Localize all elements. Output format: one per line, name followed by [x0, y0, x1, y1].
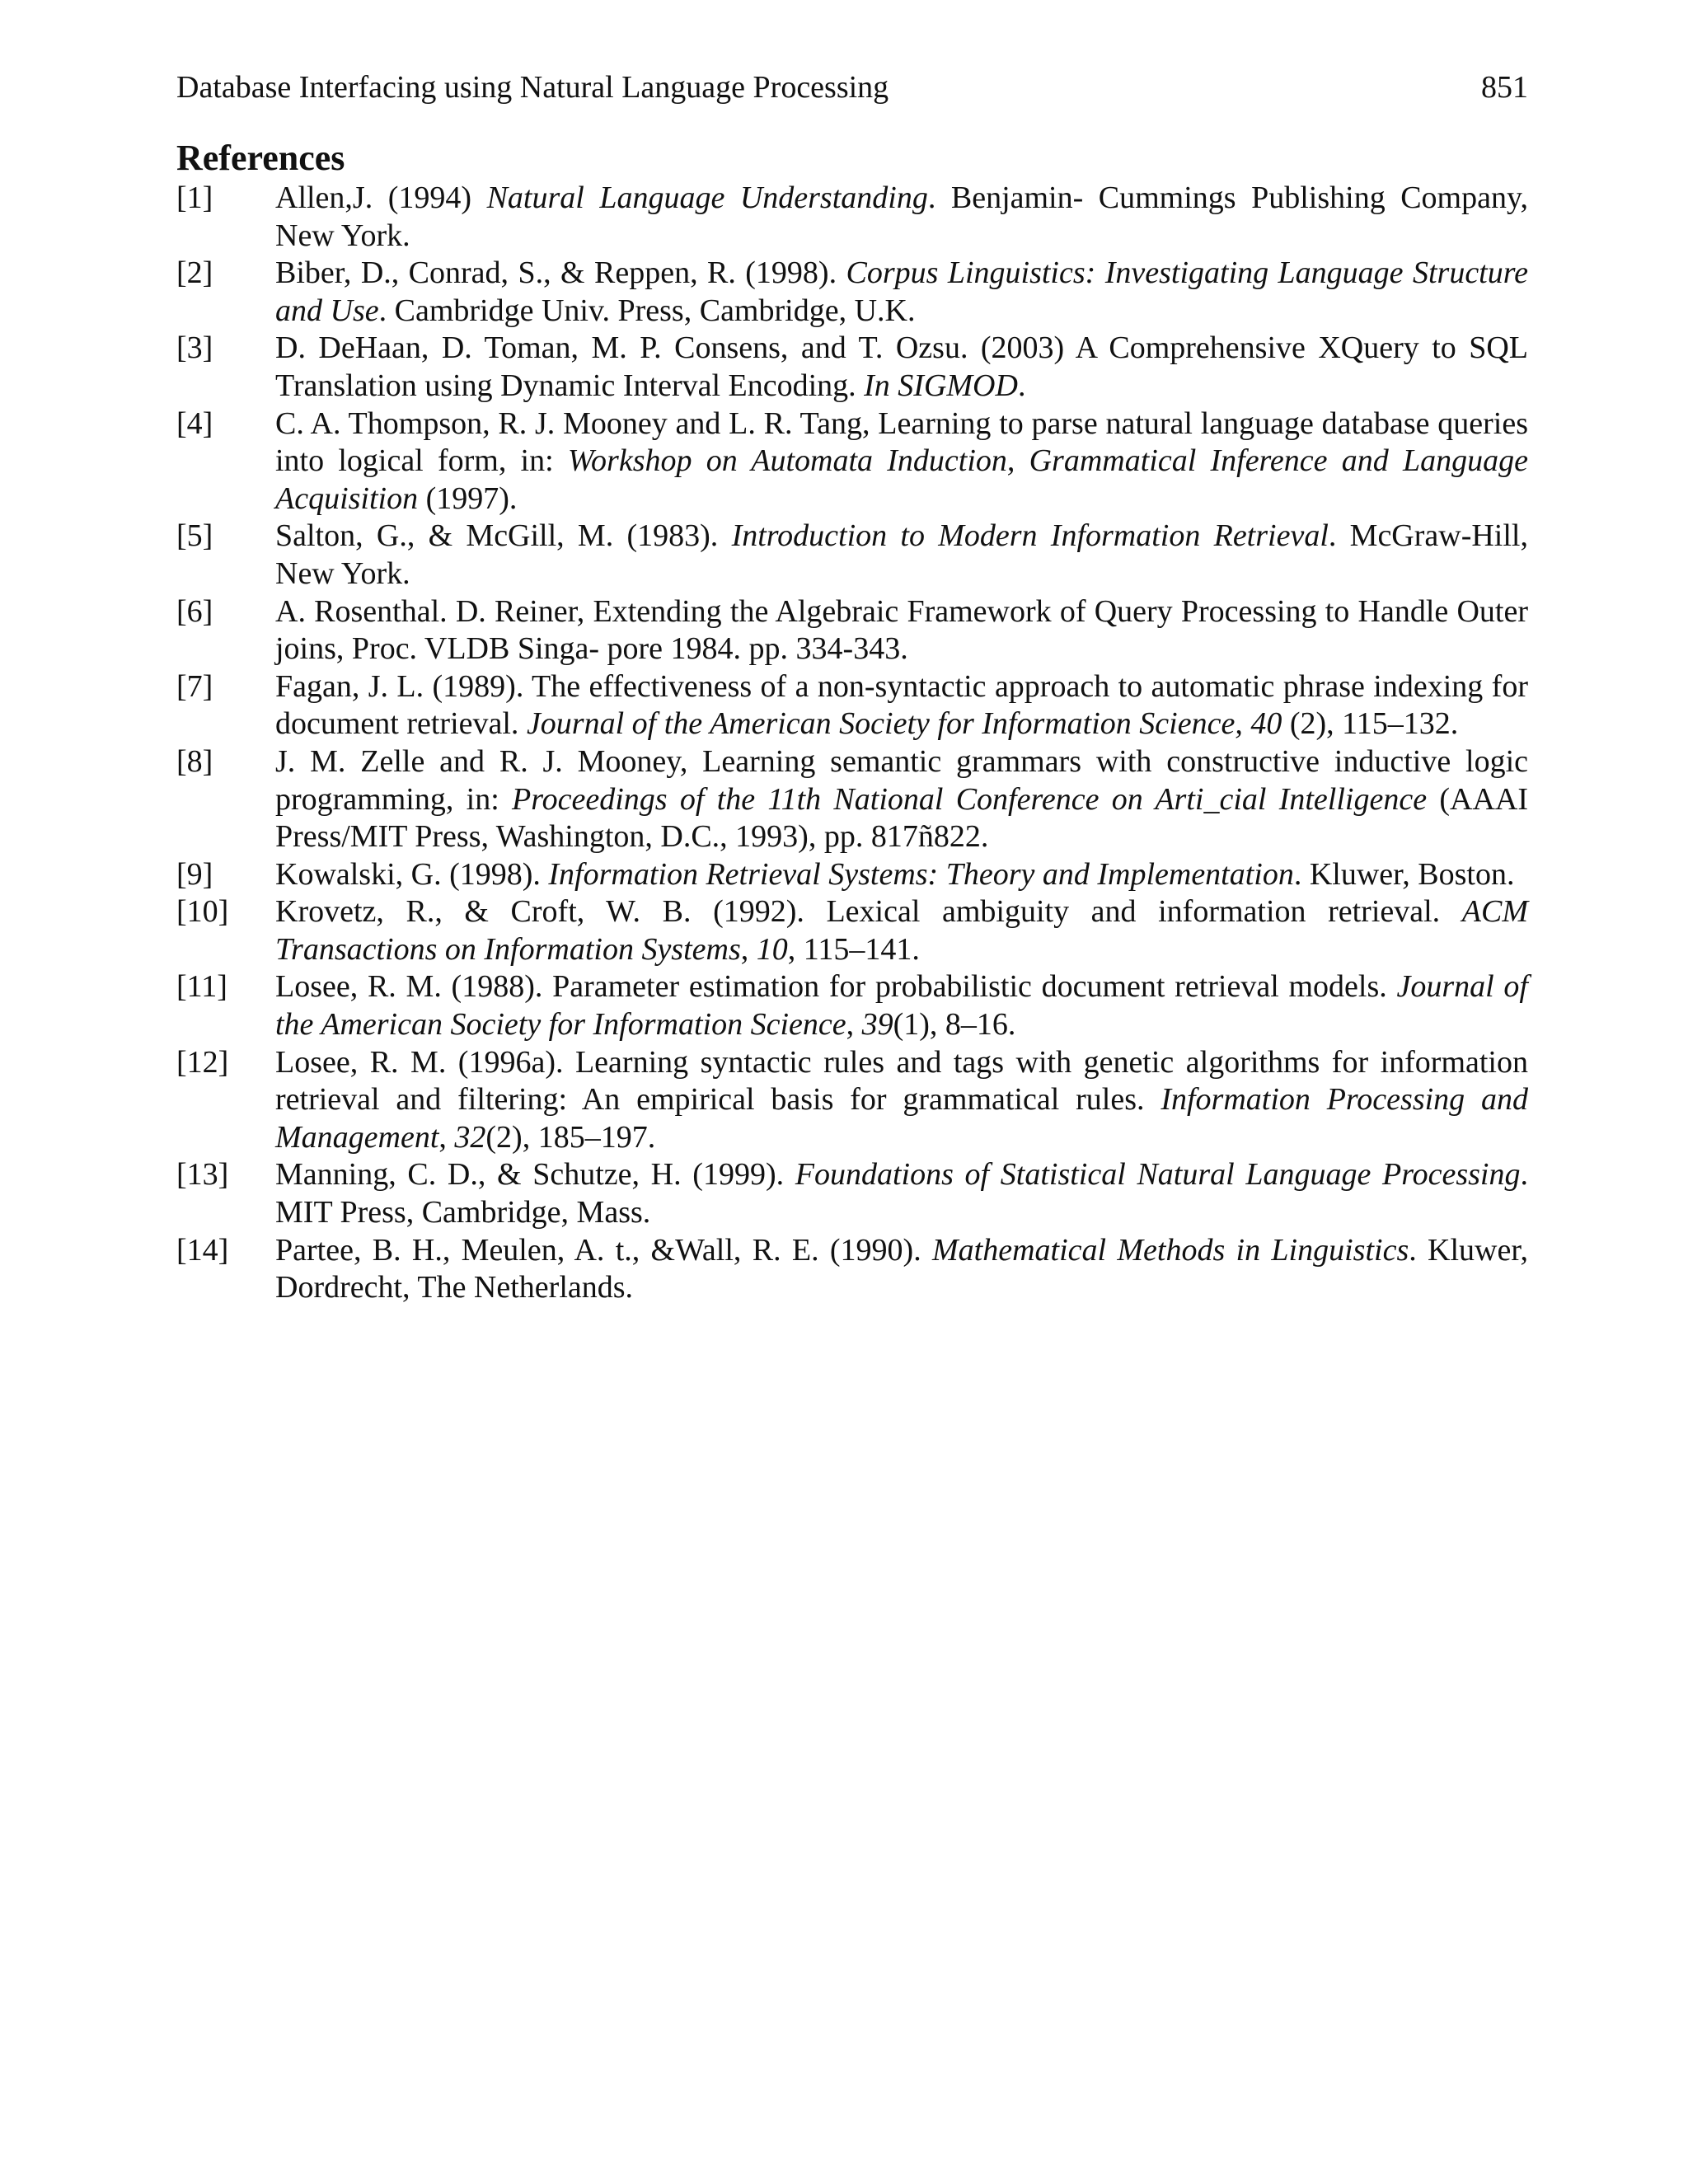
- reference-label: [1]: [176, 180, 213, 215]
- reference-label: [3]: [176, 330, 213, 366]
- reference-italic-segment: In SIGMOD: [864, 368, 1018, 403]
- reference-segment: ,: [438, 1119, 455, 1155]
- reference-segment: . McGraw-Hill, New York.: [275, 518, 1528, 591]
- reference-text: [275, 969, 1528, 1042]
- reference-segment: . MIT Press, Cambridge, Mass.: [275, 1157, 1528, 1230]
- reference-text: [275, 1157, 1528, 1230]
- reference-segment: ,: [846, 1007, 862, 1043]
- reference-text: [275, 594, 1528, 667]
- reference-label: [4]: [176, 405, 213, 441]
- running-title: Database Interfacing using Natural Language Processing: [176, 70, 889, 105]
- reference-entry: [176, 1232, 1528, 1307]
- reference-italic-segment: Proceedings of the 11th National Conference on Arti_cial Intelligence: [512, 781, 1428, 817]
- reference-segment: Salton, G., & McGill, M. (1983).: [275, 518, 732, 554]
- reference-segment: Krovetz, R., & Croft, W. B. (1992). Lexical ambiguity and information retrieval.: [275, 894, 1462, 930]
- reference-segment: Allen,J. (1994): [275, 180, 487, 215]
- reference-segment: . Benjamin- Cummings Publishing Company, New York.: [275, 180, 1529, 253]
- reference-segment: ,: [740, 931, 757, 967]
- reference-segment: . Kluwer, Boston.: [1293, 856, 1515, 892]
- reference-segment: (2), 185–197.: [485, 1119, 656, 1155]
- reference-entry: [176, 1156, 1528, 1231]
- reference-entry: [176, 1044, 1528, 1157]
- reference-label: [2]: [176, 255, 213, 291]
- reference-entry: [176, 255, 1528, 330]
- reference-text: [275, 255, 1528, 328]
- reference-text: [275, 744, 1528, 854]
- reference-entry: [176, 893, 1528, 968]
- reference-segment: Losee, R. M. (1996a). Learning syntactic rules and tags with genetic algorithms for information retrieval and filtering: An empirical basis for grammatical rules.: [275, 1044, 1528, 1118]
- reference-list: [176, 180, 1528, 1307]
- reference-label: [11]: [176, 969, 227, 1005]
- reference-segment: (AAAI Press/MIT Press, Washington, D.C., 1993), pp. 817ñ822.: [275, 781, 1528, 855]
- reference-italic-segment: Information Retrieval Systems: Theory and Implementation: [548, 856, 1294, 892]
- reference-label: [7]: [176, 668, 213, 704]
- reference-label: [8]: [176, 743, 213, 779]
- reference-entry: [176, 968, 1528, 1043]
- reference-italic-segment: Journal of the American Society for Information Science: [275, 969, 1528, 1043]
- reference-segment: Losee, R. M. (1988). Parameter estimation for probabilistic document retrieval models.: [275, 969, 1397, 1005]
- reference-text: [275, 180, 1528, 253]
- reference-italic-segment: Mathematical Methods in Linguistics: [932, 1232, 1409, 1268]
- reference-italic-segment: 39: [861, 1007, 893, 1043]
- reference-segment: Fagan, J. L. (1989). The effectiveness of a non-syntactic approach to automatic phrase indexing for document retrieval.: [275, 668, 1528, 742]
- reference-text: [275, 518, 1528, 591]
- reference-italic-segment: Workshop on Automata Induction, Grammatical Inference and Language Acquisition: [275, 443, 1528, 516]
- reference-segment: Manning, C. D., & Schutze, H. (1999).: [275, 1157, 795, 1193]
- reference-segment: .: [1017, 368, 1026, 403]
- reference-segment: Biber, D., Conrad, S., & Reppen, R. (1998).: [275, 255, 846, 291]
- reference-entry: [176, 856, 1528, 894]
- reference-segment: (2), 115–132.: [1282, 706, 1459, 742]
- reference-entry: [176, 518, 1528, 593]
- reference-entry: [176, 668, 1528, 743]
- reference-segment: . Cambridge Univ. Press, Cambridge, U.K.: [378, 293, 916, 328]
- reference-label: [6]: [176, 593, 213, 629]
- reference-segment: . Kluwer, Dordrecht, The Netherlands.: [275, 1232, 1528, 1305]
- reference-segment: D. DeHaan, D. Toman, M. P. Consens, and T. Ozsu. (2003) A Comprehensive XQuery to SQL Translation using Dynamic Interval Encoding.: [275, 330, 1528, 403]
- reference-label: [5]: [176, 518, 213, 554]
- reference-segment: , 115–141.: [787, 931, 920, 967]
- reference-italic-segment: 32: [454, 1119, 486, 1155]
- reference-italic-segment: Introduction to Modern Information Retrieval: [731, 518, 1329, 554]
- reference-segment: (1), 8–16.: [893, 1007, 1016, 1043]
- reference-text: [275, 857, 1515, 892]
- reference-italic-segment: Journal of the American Society for Information Science, 40: [526, 706, 1282, 742]
- reference-italic-segment: Foundations of Statistical Natural Language Processing: [795, 1157, 1521, 1193]
- reference-entry: [176, 330, 1528, 405]
- reference-label: [10]: [176, 894, 229, 930]
- reference-text: [275, 1045, 1528, 1155]
- reference-text: [275, 406, 1528, 516]
- reference-text: [275, 330, 1528, 403]
- reference-text: [275, 894, 1528, 967]
- reference-segment: C. A. Thompson, R. J. Mooney and L. R. Tang, Learning to parse natural language database queries into logical form, in:: [275, 405, 1528, 479]
- reference-label: [13]: [176, 1157, 229, 1193]
- section-heading: References: [176, 138, 345, 178]
- reference-italic-segment: Information Processing and Management: [275, 1082, 1528, 1155]
- reference-segment: A. Rosenthal. D. Reiner, Extending the Algebraic Framework of Query Processing to Handle Outer joins, Proc. VLDB Singa- pore 1984. pp. 334-343.: [275, 593, 1528, 667]
- reference-text: [275, 1233, 1528, 1305]
- reference-entry: [176, 405, 1528, 518]
- reference-text: [275, 669, 1528, 742]
- reference-segment: (1997).: [418, 480, 518, 516]
- reference-segment: Partee, B. H., Meulen, A. t., &Wall, R. E. (1990).: [275, 1232, 933, 1268]
- reference-label: [9]: [176, 856, 213, 892]
- reference-label: [14]: [176, 1232, 229, 1268]
- reference-italic-segment: ACM Transactions on Information Systems: [275, 894, 1528, 967]
- reference-entry: [176, 593, 1528, 668]
- running-header: [176, 66, 1528, 109]
- reference-italic-segment: Natural Language Understanding: [486, 180, 928, 215]
- reference-label: [12]: [176, 1044, 229, 1080]
- page-number: 851: [1481, 70, 1528, 105]
- reference-entry: [176, 743, 1528, 856]
- reference-segment: Kowalski, G. (1998).: [275, 856, 549, 892]
- reference-italic-segment: 10: [756, 931, 788, 967]
- reference-segment: J. M. Zelle and R. J. Mooney, Learning semantic grammars with constructive inductive logic programming, in:: [275, 743, 1528, 817]
- reference-italic-segment: Corpus Linguistics: Investigating Language Structure and Use: [275, 255, 1528, 328]
- reference-entry: [176, 180, 1528, 255]
